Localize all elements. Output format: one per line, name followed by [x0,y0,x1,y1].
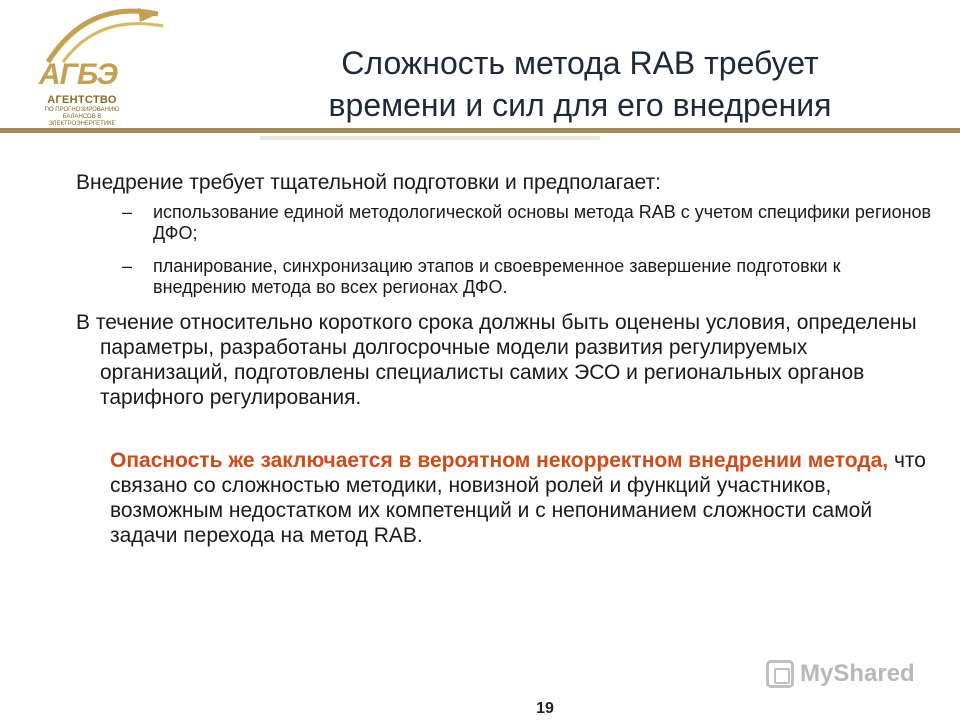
title-line-1: Сложность метода RAB требует [341,45,819,81]
page-number: 19 [536,700,554,717]
risk-paragraph [110,448,936,548]
risk-highlight: Опасность же заключается в вероятном некорректном внедрении метода, [110,449,889,472]
myshared-watermark [766,656,915,692]
sun-rays-icon [28,4,178,64]
risk-explanation: что связано со сложностью методики, новизной ролей и функций участников, возможным недостатком их компетенций и с непониманием сложности самой задачи перехода на метод RAB. [110,449,926,547]
title-line-2: времени и сил для его внедрения [328,87,832,123]
agency-logo [28,4,178,127]
bullet-dash: – [122,202,133,222]
title-divider [0,128,960,133]
logo-subtitle: ПО ПРОГНОЗИРОВАНИЮ БАЛАНСОВ В ЭЛЕКТРОЭНЕРГЕТИКЕ [44,107,120,127]
bullet-item [76,256,936,298]
bullet-text: планирование, синхронизацию этапов и своевременное завершение подготовки к внедрению метода во всех регионах ДФО. [153,256,841,297]
logo-agency-name: АГЕНТСТВО [47,94,117,106]
watermark-text: MyShared [800,660,915,687]
logo-abbreviation: АГБЭ [38,58,118,91]
divider-shadow [260,136,600,140]
intro-text: Внедрение требует тщательной подготовки и предполагает: [76,171,661,194]
bullet-text: использование единой методологической основы метода RAB с учетом специфики регионов ДФО; [153,202,932,243]
myshared-logo-icon [766,660,794,688]
bullet-item [76,202,936,244]
bullet-dash: – [122,256,133,276]
conditions-paragraph: В течение относительно короткого срока должны быть оценены условия, определены параметры, разработаны долгосрочные модели развития регулируемых организаций, подготовлены специалисты самих ЭСО и региональных органов тарифного регулирования. [76,311,917,409]
slide-content [76,170,936,548]
slide-title [230,42,930,126]
